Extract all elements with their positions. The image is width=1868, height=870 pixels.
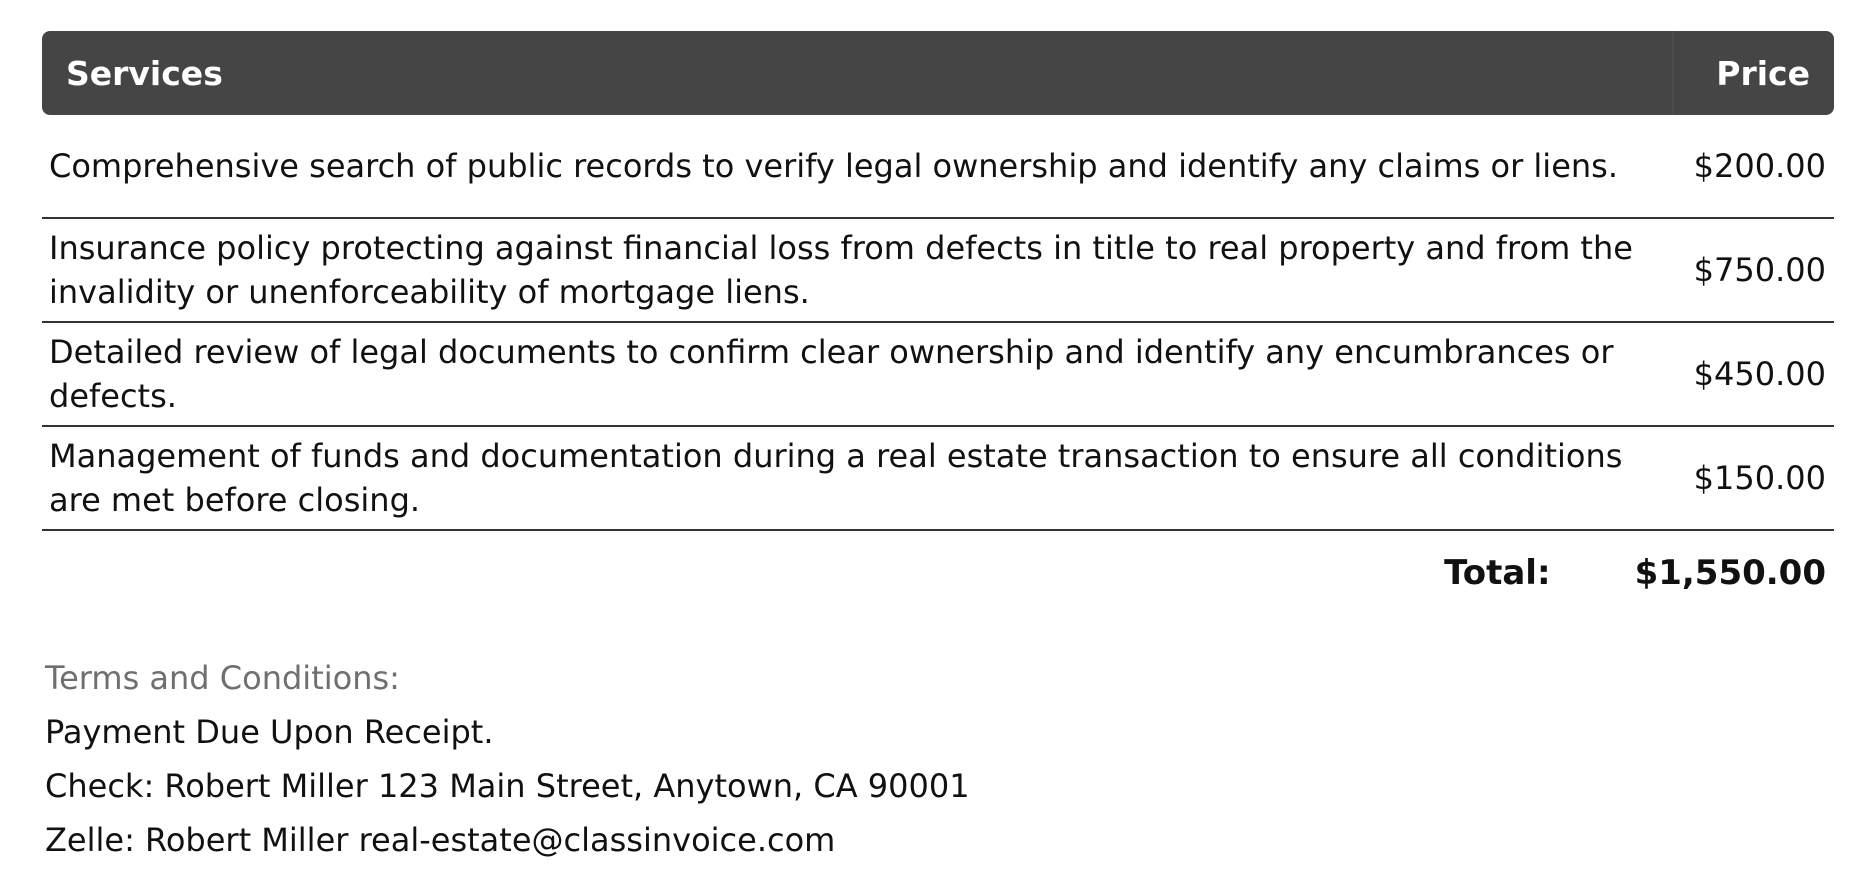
total-row [42, 531, 1834, 615]
services-column-header: Services [42, 31, 1672, 115]
table-row [42, 219, 1834, 323]
zelle-payment-text: Zelle: Robert Miller real-estate@classinvoice.com [45, 821, 836, 859]
total-label: Total: [1444, 553, 1551, 593]
service-description: Comprehensive search of public records to verify legal ownership and identify any claims or liens. [42, 115, 1672, 219]
table-header-row [42, 31, 1834, 115]
service-description: Detailed review of legal documents to confirm clear ownership and identify any encumbrances or defects. [42, 323, 1672, 427]
service-price: $200.00 [1672, 115, 1834, 219]
service-description: Management of funds and documentation during a real estate transaction to ensure all conditions are met before closing. [42, 427, 1672, 531]
table-header [42, 31, 1834, 115]
terms-heading: Terms and Conditions: [45, 659, 400, 697]
service-description: Insurance policy protecting against financial loss from defects in title to real property and from the invalidity or unenforceability of mortgage liens. [42, 219, 1672, 323]
terms-section [42, 651, 1834, 867]
table-row [42, 115, 1834, 219]
service-price: $450.00 [1672, 323, 1834, 427]
service-price: $150.00 [1672, 427, 1834, 531]
invoice-document [42, 31, 1834, 867]
payment-due-text: Payment Due Upon Receipt. [45, 713, 494, 751]
table-body [42, 115, 1834, 531]
total-amount: $1,550.00 [1634, 553, 1826, 593]
check-payment-text: Check: Robert Miller 123 Main Street, Anytown, CA 90001 [45, 767, 970, 805]
services-table [42, 31, 1834, 531]
service-price: $750.00 [1672, 219, 1834, 323]
table-row [42, 323, 1834, 427]
table-row [42, 427, 1834, 531]
price-column-header: Price [1672, 31, 1834, 115]
